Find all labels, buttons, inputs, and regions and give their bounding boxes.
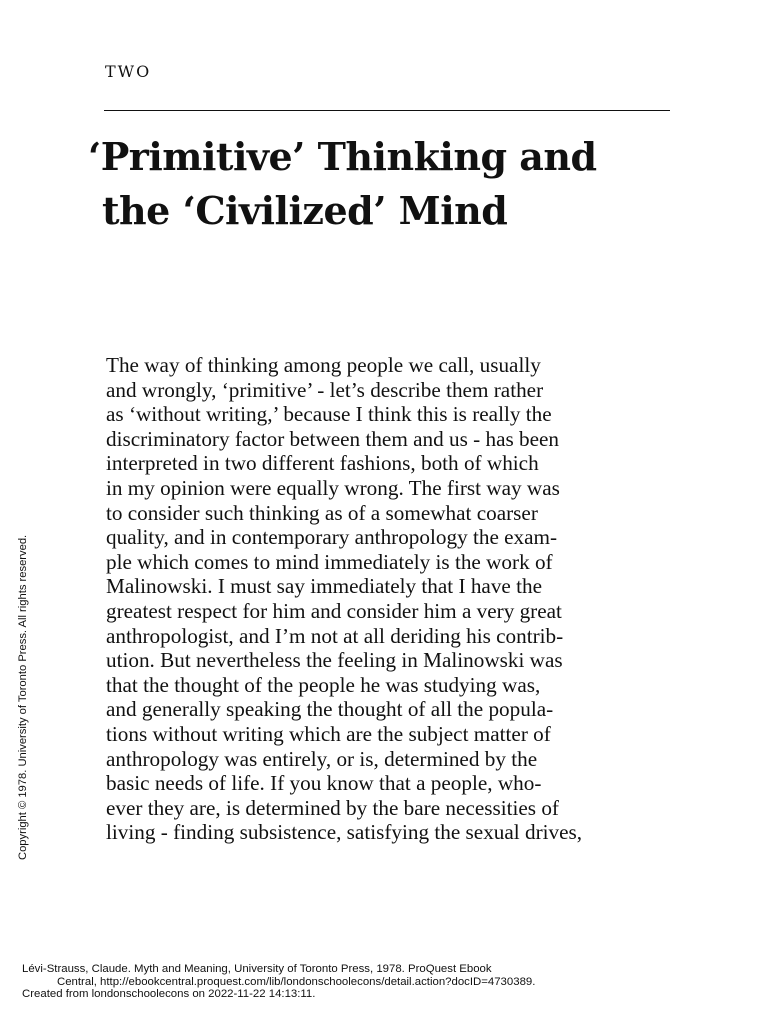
chapter-label: TWO <box>105 62 152 81</box>
body-line: that the thought of the people he was studying was, <box>106 672 541 697</box>
body-line: in my opinion were equally wrong. The first way was <box>106 475 560 500</box>
body-line: ever they are, is determined by the bare necessities of <box>106 795 559 820</box>
body-line: living - finding subsistence, satisfying the sexual drives, <box>106 820 583 845</box>
body-line: ution. But nevertheless the feeling in Malinowski was <box>106 648 563 673</box>
chapter-title-line-2: the ‘Civilized’ Mind <box>102 188 508 233</box>
body-line: tions without writing which are the subject matter of <box>106 721 551 746</box>
body-paragraph <box>106 353 706 845</box>
body-line: Malinowski. I must say immediately that I have the <box>106 574 543 599</box>
body-line: greatest respect for him and consider him a very great <box>106 598 562 623</box>
chapter-divider <box>104 110 670 111</box>
body-line: and wrongly, ‘primitive’ - let’s describe them rather <box>106 377 544 402</box>
body-line: basic needs of life. If you know that a people, who- <box>106 771 542 796</box>
body-line: discriminatory factor between them and us - has been <box>106 426 560 451</box>
body-line: anthropologist, and I’m not at all deriding his contrib- <box>106 623 564 648</box>
body-line: anthropology was entirely, or is, determined by the <box>106 746 538 771</box>
body-line: to consider such thinking as of a somewhat coarser <box>106 500 538 525</box>
body-line: as ‘without writing,’ because I think this is really the <box>106 402 552 427</box>
citation-footer <box>22 963 535 1001</box>
citation-line-2: Central, http://ebookcentral.proquest.com/lib/londonschoolecons/detail.action?docID=4730389. <box>57 975 536 988</box>
chapter-title <box>88 130 728 238</box>
body-line: The way of thinking among people we call, usually <box>106 353 541 377</box>
citation-line-1: Lévi-Strauss, Claude. Myth and Meaning, University of Toronto Press, 1978. ProQuest Ebook <box>22 963 492 975</box>
body-line: quality, and in contemporary anthropology the exam- <box>106 525 558 550</box>
copyright-notice: Copyright © 1978. University of Toronto Press. All rights reserved. <box>17 534 29 860</box>
citation-line-3: Created from londonschoolecons on 2022-11-22 14:13:11. <box>22 988 316 1000</box>
body-line: and generally speaking the thought of all the popula- <box>106 697 554 722</box>
body-line: ple which comes to mind immediately is the work of <box>106 549 553 574</box>
chapter-title-line-1: ‘Primitive’ Thinking and <box>88 134 597 179</box>
body-line: interpreted in two different fashions, both of which <box>106 451 539 476</box>
